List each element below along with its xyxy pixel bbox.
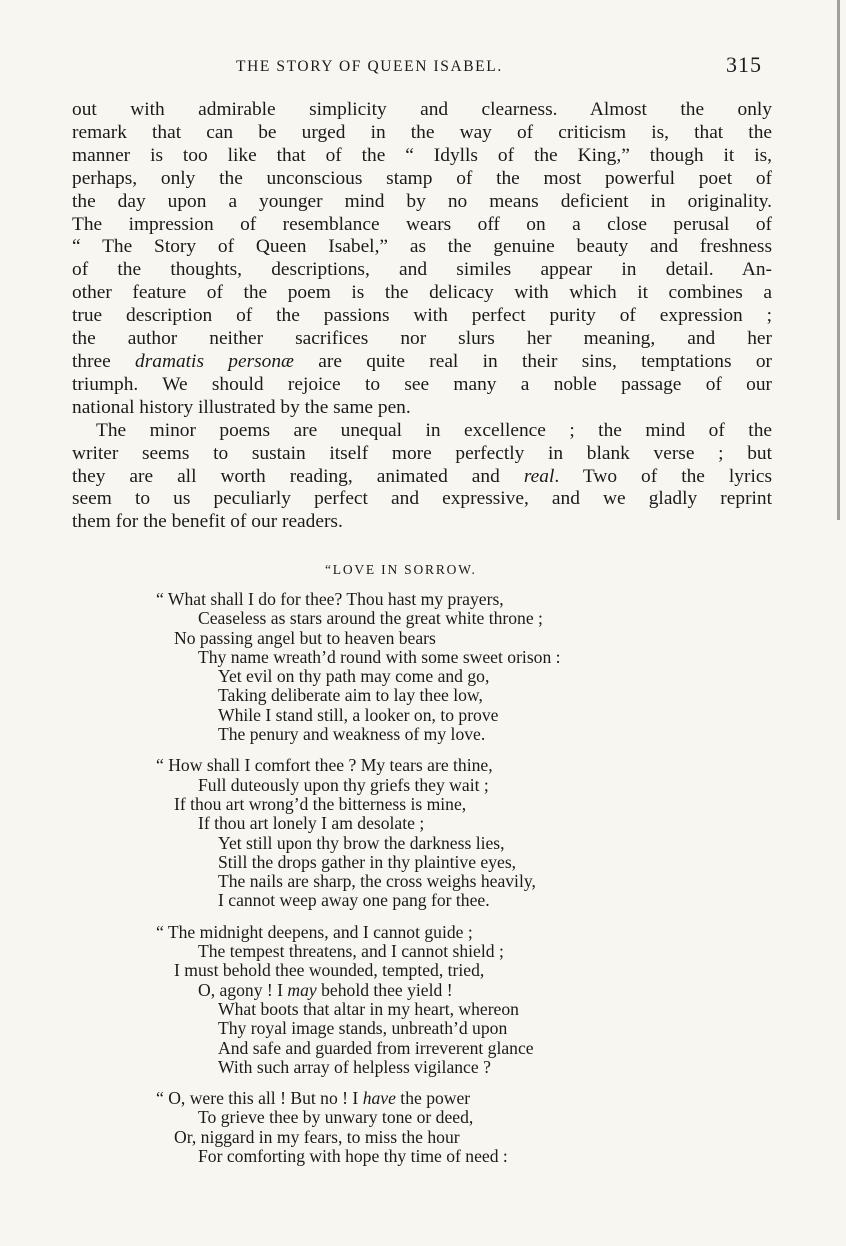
poem-line: Thy royal image stands, unbreath’d upon: [218, 1018, 508, 1039]
poem-line: Ceaseless as stars around the great white throne ;: [198, 608, 543, 629]
poem-line: Yet still upon thy brow the darkness lies,: [218, 832, 505, 853]
prose-line: the author neither sacrifices nor slurs her meaning, and her: [72, 328, 772, 350]
review-prose: [72, 99, 772, 534]
poem-line: No passing angel but to heaven bears: [174, 627, 436, 648]
poem-line: For comforting with hope thy time of need :: [198, 1146, 508, 1167]
prose-line: seem to us peculiarly perfect and expressive, and we gladly reprint: [72, 488, 772, 510]
prose-line: perhaps, only the unconscious stamp of the most powerful poet of: [72, 167, 772, 189]
poem-line: And safe and guarded from irreverent glance: [218, 1037, 534, 1058]
prose-line: other feature of the poem is the delicacy with which it combines a: [72, 282, 772, 304]
poem-line: The nails are sharp, the cross weighs heavily,: [218, 871, 536, 892]
prose-line: out with admirable simplicity and clearness. Almost the only: [72, 99, 772, 120]
prose-line: them for the benefit of our readers.: [72, 511, 343, 533]
poem-stanza: [156, 923, 561, 1077]
prose-line: three dramatis personæ are quite real in their sins, temptations or: [72, 350, 772, 372]
prose-line: writer seems to sustain itself more perfectly in blank verse ; but: [72, 442, 772, 464]
poem-line: With such array of helpless vigilance ?: [218, 1056, 491, 1077]
poem-line: Still the drops gather in thy plaintive eyes,: [218, 851, 517, 872]
poem-line: O, agony ! I may behold thee yield !: [198, 979, 453, 1000]
poem-line: I must behold thee wounded, tempted, tried,: [174, 960, 485, 981]
page-header: [0, 52, 846, 82]
prose-line: they are all worth reading, animated and real. Two of the lyrics: [72, 465, 773, 487]
poem-line: I cannot weep away one pang for thee.: [218, 890, 490, 911]
poem-line: If thou art wrong’d the bitterness is mine,: [174, 793, 467, 814]
prose-line: remark that can be urged in the way of criticism is, that the: [72, 121, 772, 143]
prose-line: The impression of resemblance wears off on a close perusal of: [72, 213, 772, 235]
prose-line: “ The Story of Queen Isabel,” as the genuine beauty and freshness: [72, 236, 772, 258]
poem-love-in-sorrow: [156, 590, 561, 1178]
poem-stanza: [156, 1089, 561, 1166]
prose-line: triumph. We should rejoice to see many a noble passage of our: [72, 373, 772, 395]
prose-line: the day upon a younger mind by no means deficient in originality.: [72, 190, 772, 212]
page-number: 315: [726, 52, 762, 77]
poem-line: The tempest threatens, and I cannot shield ;: [198, 941, 504, 962]
poem-line: “ How shall I comfort thee ? My tears are thine,: [156, 755, 493, 776]
poem-line: To grieve thee by unwary tone or deed,: [198, 1107, 474, 1128]
prose-line: The minor poems are unequal in excellence ; the mind of the: [96, 419, 772, 441]
poem-line: “ O, were this all ! But no ! I have the power: [156, 1088, 471, 1109]
poem-line: The penury and weakness of my love.: [218, 724, 486, 745]
scan-edge-line: [837, 0, 840, 520]
prose-line: manner is too like that of the “ Idylls of the King,” though it is,: [72, 144, 772, 166]
prose-line: of the thoughts, descriptions, and similes appear in detail. An-: [72, 259, 772, 281]
poem-line: What boots that altar in my heart, whereon: [218, 998, 519, 1019]
poem-line: Taking deliberate aim to lay thee low,: [218, 685, 483, 706]
poem-line: “ The midnight deepens, and I cannot guide ;: [156, 921, 473, 942]
poem-line: “ What shall I do for thee? Thou hast my prayers,: [156, 589, 504, 609]
poem-stanza: [156, 590, 561, 744]
poem-line: Full duteously upon thy griefs they wait ;: [198, 774, 489, 795]
poem-line: If thou art lonely I am desolate ;: [198, 813, 425, 834]
poem-line: Yet evil on thy path may come and go,: [218, 666, 490, 687]
poem-line: Thy name wreath’d round with some sweet orison :: [198, 646, 561, 667]
poem-line: While I stand still, a looker on, to prove: [218, 704, 499, 725]
poem-stanza: [156, 756, 561, 910]
poem-line: Or, niggard in my fears, to miss the hour: [174, 1126, 460, 1147]
running-title: THE STORY OF QUEEN ISABEL.: [236, 58, 503, 75]
prose-line: true description of the passions with perfect purity of expression ;: [72, 305, 772, 327]
poem-title: “LOVE IN SORROW.: [325, 562, 477, 577]
prose-line: national history illustrated by the same pen.: [72, 396, 411, 418]
